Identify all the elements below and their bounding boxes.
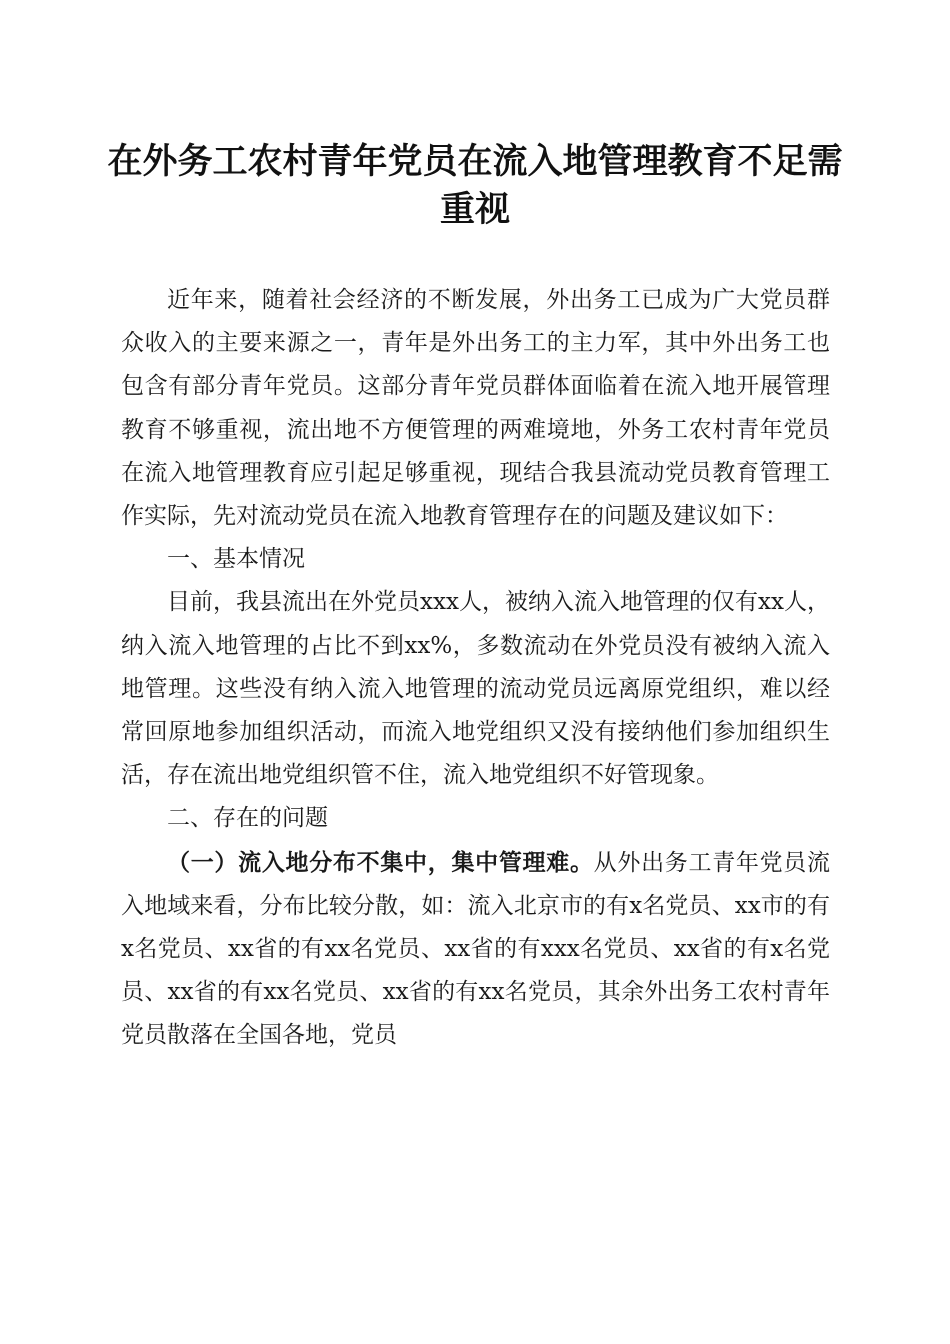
section-heading-basic-situation: 一、基本情况 xyxy=(167,546,305,573)
problem-1-title: （一）流入地分布不集中，集中管理难。 xyxy=(167,848,594,876)
section-heading-problems: 二、存在的问题 xyxy=(167,805,328,832)
document-title: 在外务工农村青年党员在流入地管理教育不足需重视 xyxy=(107,141,843,230)
intro-paragraph: 近年来，随着社会经济的不断发展，外出务工已成为广大党员群众收入的主要来源之一，青年是外出务工的主力军，其中外出务工也包含有部分青年党员。这部分青年党员群体面临着在流入地开展管理教育不够重视，流出地不方便管理的两难境地，外务工农村青年党员在流入地管理教育应引起足够重视，现结合我县流动党员教育管理工作实际，先对流动党员在流入地教育管理存在的问题及建议如下： xyxy=(121,287,830,530)
document-body xyxy=(121,279,830,1058)
problem-1-text: 从外出务工青年党员流入地域来看，分布比较分散，如：流入北京市的有x名党员、xx市的有x名党员、xx省的有xx名党员、xx省的有xxx名党员、xx省的有x名党员、xx省的有xx名党员、xx省的有xx名党员，其余外出务工农村青年党员散落在全国各地，党员 xyxy=(121,849,831,1049)
basic-situation-paragraph: 目前，我县流出在外党员xxx人，被纳入流入地管理的仅有xx人，纳入流入地管理的占比不到xx%，多数流动在外党员没有被纳入流入地管理。这些没有纳入流入地管理的流动党员远离原党组织，难以经常回原地参加组织活动，而流入地党组织又没有接纳他们参加组织生活，存在流出地党组织管不住，流入地党组织不好管现象。 xyxy=(121,589,830,789)
problem-1-paragraph xyxy=(121,841,830,1058)
